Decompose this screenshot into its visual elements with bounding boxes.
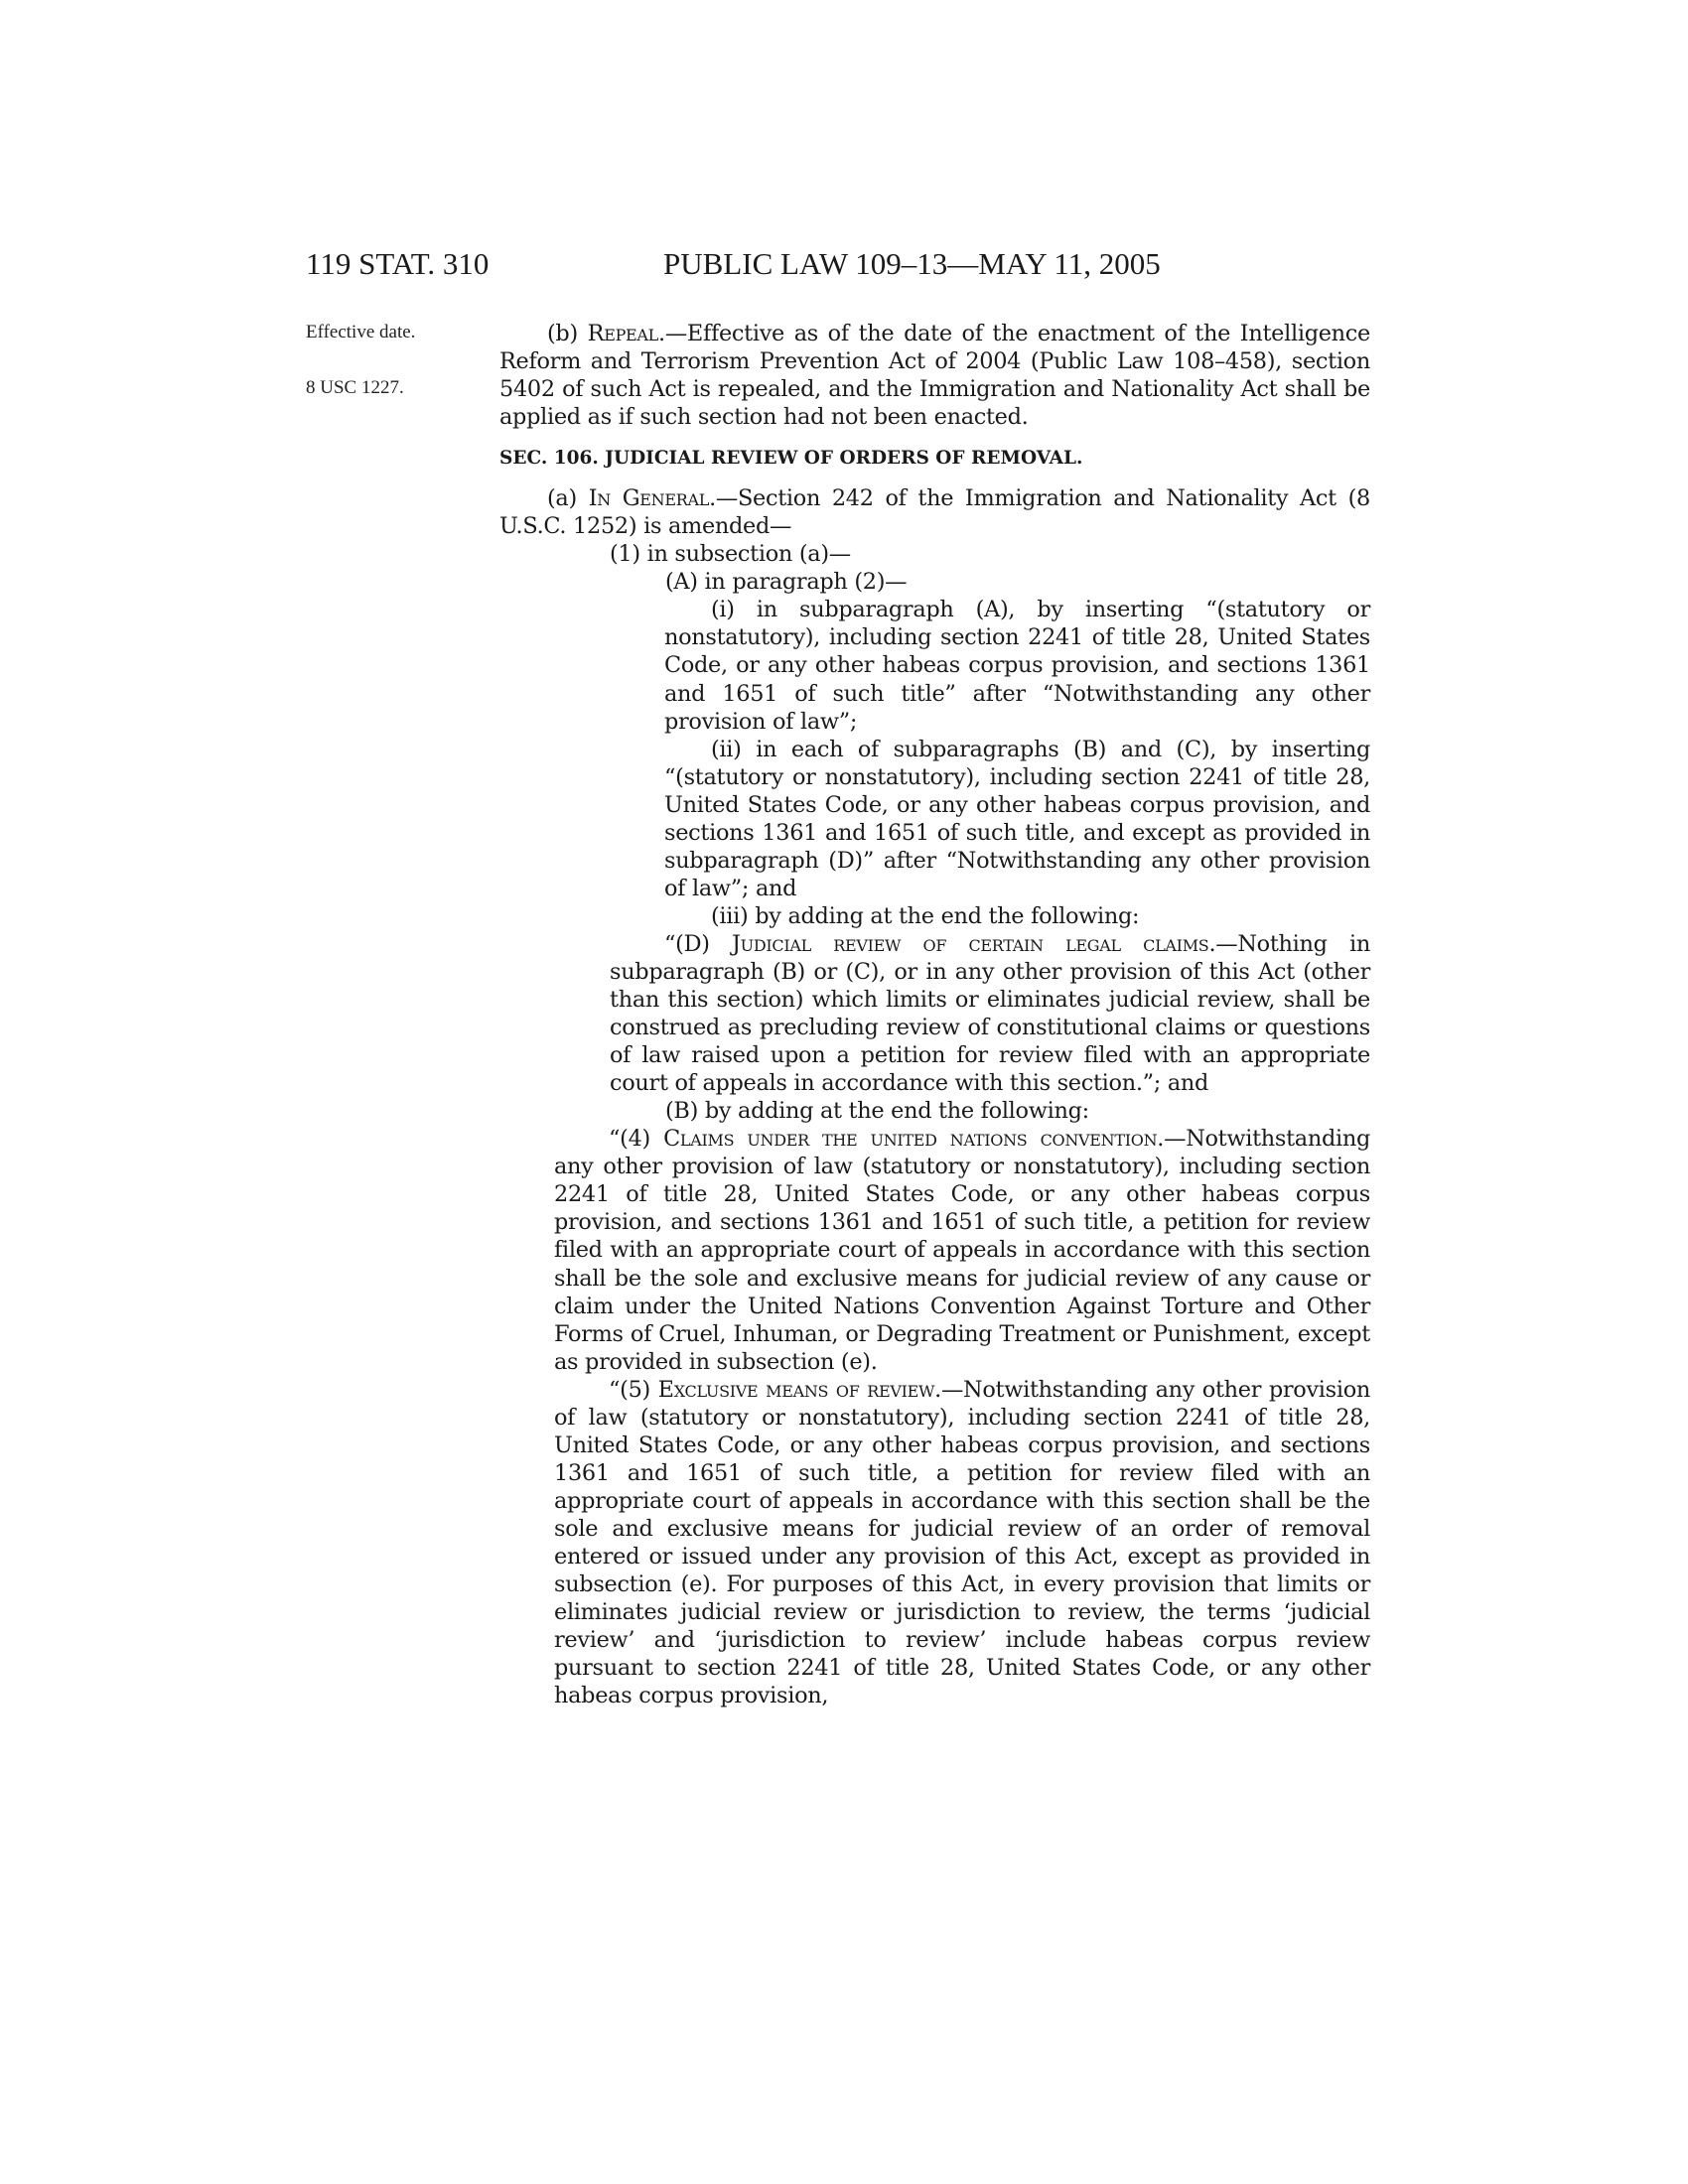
law-title: PUBLIC LAW 109–13—MAY 11, 2005	[663, 246, 1161, 281]
clause-ii: (ii) in each of subparagraphs (B) and (C), by inserting “(statutory or nonstatutory), including section 2241 of title 28, United States Code, or any other habeas corpus provision, and sections 1361 and 1651 of such title, and except as provided in subparagraph (D)” after “Notwithstanding any other provision of law”; and	[664, 736, 1370, 901]
clause-iii: (iii) by adding at the end the following:	[711, 902, 1140, 929]
margin-note-effective-date: Effective date.	[306, 322, 416, 342]
repeal-paragraph: (b) Repeal.—Effective as of the date of the enactment of the Intelligence Reform and Terrorism Prevention Act of 2004 (Public Law 108–458), section 5402 of such Act is repealed, and the Immigration and Nationality Act shall be applied as if such section had not been enacted.	[499, 321, 1370, 431]
paragraph-5-caption: Exclusive means of review	[657, 1376, 935, 1403]
stat-page-number: 119 STAT. 310	[306, 246, 490, 281]
subparagraph-B: (B) by adding at the end the following:	[665, 1098, 1089, 1125]
paragraph-4-caption: Claims under the united nations convention	[663, 1126, 1158, 1153]
margin-note-usc: 8 USC 1227.	[306, 377, 404, 398]
subsection-a-caption: In General	[588, 485, 710, 512]
statute-text	[499, 320, 1370, 1709]
subparagraph-D: “(D) Judicial review of certain legal claims.—Nothing in subparagraph (B) or (C), or in any other provision of this Act (other than this section) which limits or eliminates judicial review, shall be construed as precluding review of constitutional claims or questions of law raised upon a petition for review filed with an appropriate court of appeals in accordance with this section.”; and	[610, 930, 1370, 1097]
subparagraph-D-caption: Judicial review of certain legal claims	[732, 930, 1209, 957]
paragraph-5: “(5) Exclusive means of review.—Notwithstanding any other provision of law (statutory or nonstatutory), including section 2241 of title 28, United States Code, or any other habeas corpus provision, and sections 1361 and 1651 of such title, a petition for review filed with an appropriate court of appeals in accordance with this section shall be the sole and exclusive means for judicial review of an order of removal entered or issued under any provision of this Act, except as provided in subsection (e). For purposes of this Act, in every provision that limits or eliminates judicial review or jurisdiction to review, the terms ‘judicial review’ and ‘jurisdiction to review’ include habeas corpus review pursuant to section 2241 of title 28, United States Code, or any other habeas corpus provision,	[554, 1376, 1371, 1709]
subparagraph-A: (A) in paragraph (2)—	[665, 569, 908, 596]
paragraph-4: “(4) Claims under the united nations convention.—Notwithstanding any other provision of law (statutory or nonstatutory), including section 2241 of title 28, United States Code, or any other habeas corpus provision, and sections 1361 and 1651 of such title, a petition for review filed with an appropriate court of appeals in accordance with this section shall be the sole and exclusive means for judicial review of any cause or claim under the United Nations Convention Against Torture and Other Forms of Cruel, Inhuman, or Degrading Treatment or Punishment, except as provided in subsection (e).	[554, 1126, 1371, 1375]
subsection-a: (a) In General.—Section 242 of the Immigration and Nationality Act (8 U.S.C. 1252) is amended—	[499, 485, 1370, 540]
paragraph-1: (1) in subsection (a)—	[610, 541, 851, 568]
section-heading: SEC. 106. JUDICIAL REVIEW OF ORDERS OF REMOVAL.	[499, 448, 1083, 470]
repeal-caption: Repeal	[587, 321, 659, 346]
running-head	[306, 246, 1370, 286]
clause-i: (i) in subparagraph (A), by inserting “(statutory or nonstatutory), including section 2241 of title 28, United States Code, or any other habeas corpus provision, and sections 1361 and 1651 of such title” after “Notwithstanding any other provision of law”;	[664, 597, 1370, 735]
